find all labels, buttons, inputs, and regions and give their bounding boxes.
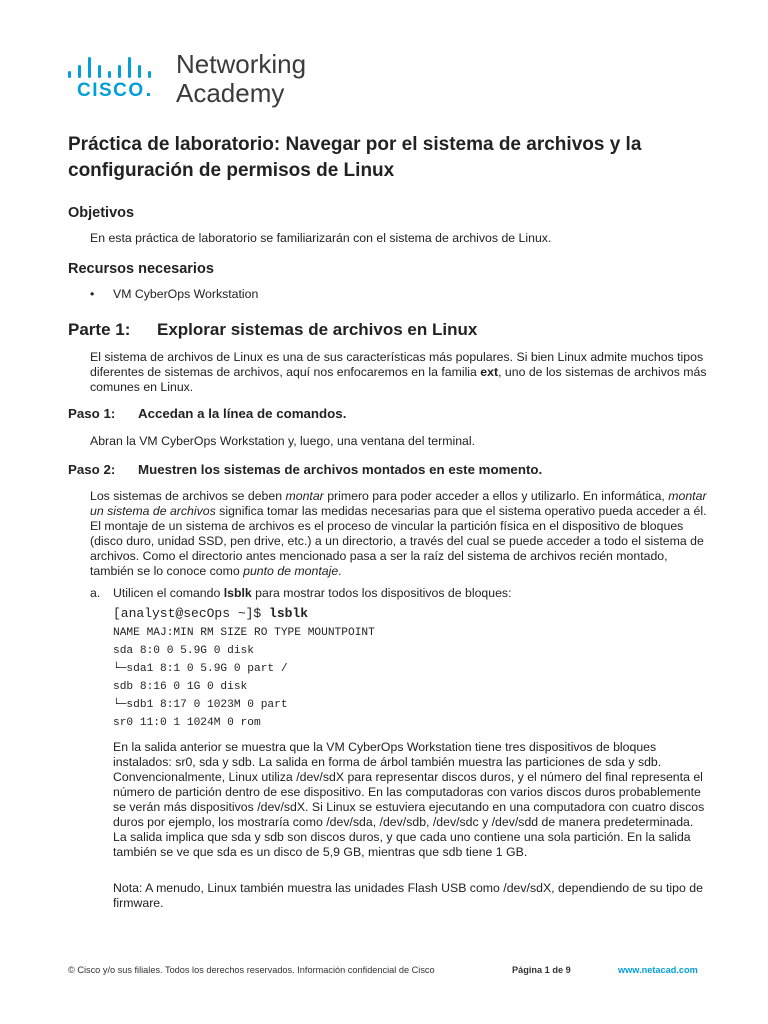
terminal-output-line: └─sdb1 8:17 0 1023M 0 part [113, 699, 288, 711]
step2-paragraph: Los sistemas de archivos se deben montar primero para poder acceder a ellos y utilizarlo. En informática, montar un sistema de archivos significa tomar las medidas necesarias para que el sistema operativo pueda acceder a él. El montaje de un sistema de archivos es el proceso de vincular la partición física en el dispositivo de bloques (disco duro, unidad SSD, pen drive, etc.) a un directorio, a través del cual se puede acceder a todo el sistema de archivos. Como el directorio antes mencionado pasa a ser la raíz del sistema de archivos recién montado, también se lo conoce como punto de montaje. [90, 489, 707, 578]
part1-title: Explorar sistemas de archivos en Linux [157, 320, 478, 339]
cisco-networking-academy-logo [68, 50, 328, 110]
resource-item: VM CyberOps Workstation [113, 287, 259, 301]
terminal-output-line: sda 8:0 0 5.9G 0 disk [113, 645, 254, 657]
step2-title: Muestren los sistemas de archivos montados en este momento. [138, 462, 543, 477]
document-title: Práctica de laboratorio: Navegar por el sistema de archivos y la configuración de permisos de Linux [68, 134, 642, 181]
resources-heading: Recursos necesarios [68, 261, 214, 277]
terminal-output-line: └─sda1 8:1 0 5.9G 0 part / [113, 663, 288, 675]
objectives-heading: Objetivos [68, 205, 135, 221]
note-text: Nota: A menudo, Linux también muestra las unidades Flash USB como /dev/sdX, dependiendo de su tipo de firmware. [113, 881, 703, 910]
footer-page-number: Página 1 de 9 [512, 965, 571, 975]
step2-number: Paso 2: [68, 462, 116, 477]
part1-intro: El sistema de archivos de Linux es una de sus características más populares. Si bien Linux admite muchos tipos diferentes de sistemas de archivos, aquí nos enfocaremos en la familia ext, uno de los sistemas de archivos más comunes en Linux. [90, 350, 707, 394]
resource-bullet: • [90, 287, 95, 301]
footer-link[interactable]: www.netacad.com [618, 965, 698, 975]
cisco-wordmark: CISCO [77, 80, 150, 102]
terminal-output-line: sr0 11:0 1 1024M 0 rom [113, 717, 261, 729]
cisco-bars-icon [68, 56, 164, 78]
item-a-text: Utilicen el comando lsblk para mostrar todos los dispositivos de bloques: [113, 586, 512, 600]
output-explanation: En la salida anterior se muestra que la VM CyberOps Workstation tiene tres dispositivos de bloques instalados: sr0, sda y sdb. La salida en forma de árbol también muestra las particiones de sda y sdb. Convencionalmente, Linux utiliza /dev/sdX para representar discos duros, y el número del final representa el número de partición dentro de ese dispositivo. En las computadoras con varios discos duros probablemente se verán más dispositivos /dev/sdX. Si Linux se estuviera ejecutando en una computadora con cuatro discos duros por ejemplo, los mostraría como /dev/sda, /dev/sdb, /dev/sdc y /dev/sdd de manera predeterminada. La salida implica que sda y sdb son discos duros, y que cada uno contiene una sola partición. En la salida también se ve que sda es un disco de 5,9 GB, mientras que sdb tiene 1 GB. [113, 740, 705, 859]
logo-networking: Networking [176, 49, 307, 79]
footer-copyright: © Cisco y/o sus filiales. Todos los derechos reservados. Información confidencial de Cisco [68, 965, 435, 975]
step1-text: Abran la VM CyberOps Workstation y, luego, una ventana del terminal. [90, 434, 476, 448]
terminal-output-line: sdb 8:16 0 1G 0 disk [113, 681, 248, 693]
step1-number: Paso 1: [68, 406, 116, 421]
item-a-label: a. [90, 586, 101, 600]
objectives-text: En esta práctica de laboratorio se familiarizarán con el sistema de archivos de Linux. [90, 231, 552, 245]
terminal-output-line: NAME MAJ:MIN RM SIZE RO TYPE MOUNTPOINT [113, 627, 375, 639]
terminal-command-line: [analyst@secOps ~]$ lsblk [113, 606, 309, 621]
logo-academy: Academy [176, 78, 285, 108]
part1-number: Parte 1: [68, 320, 131, 339]
step1-title: Accedan a la línea de comandos. [138, 406, 347, 421]
